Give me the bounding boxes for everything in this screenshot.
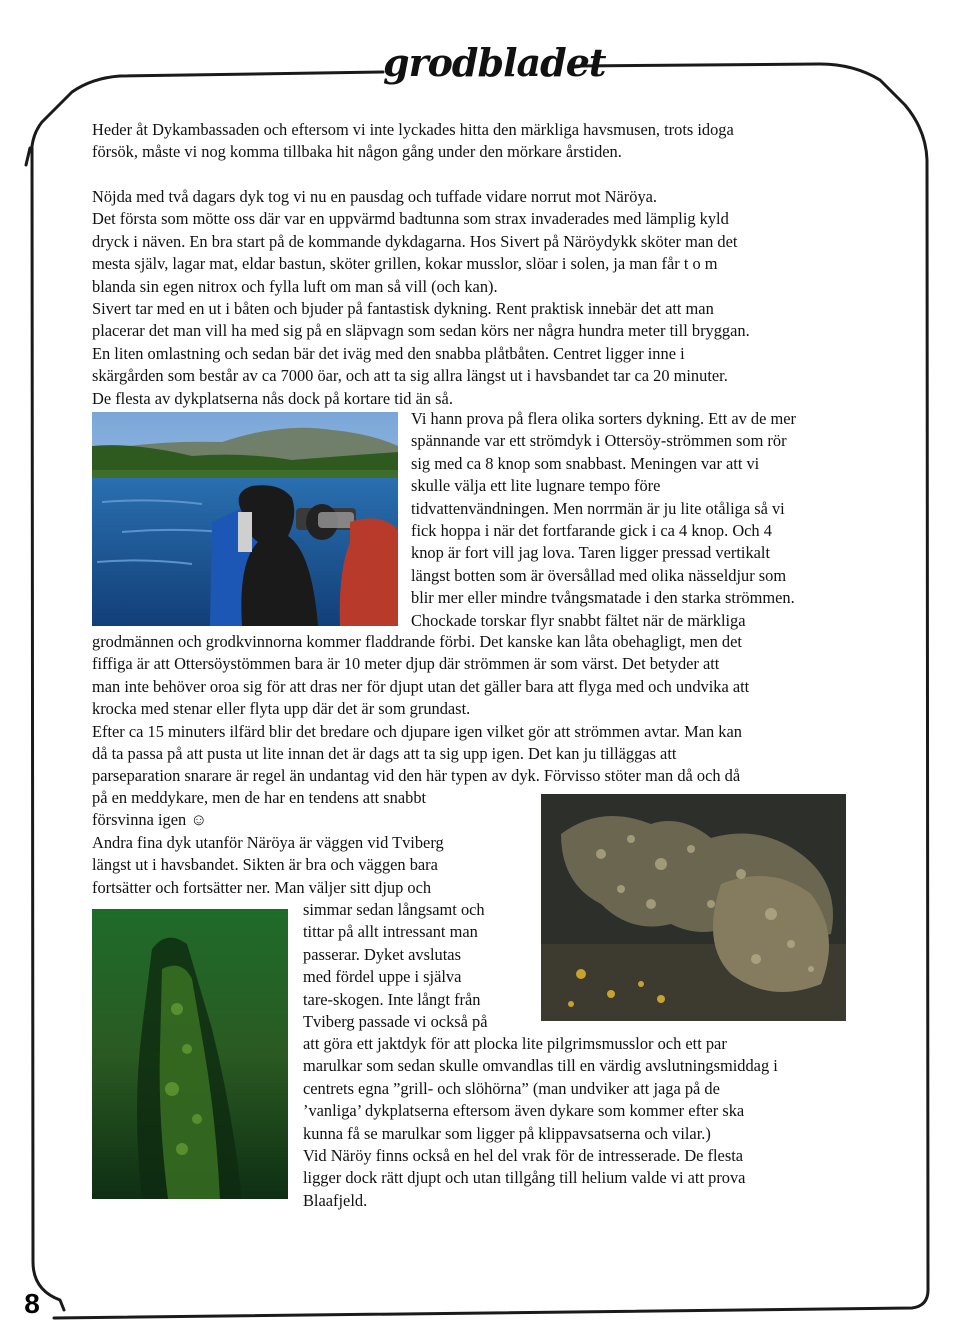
text-line: Efter ca 15 minuters ilfärd blir det bredare och djupare igen vilket gör att strömmen avtar. Man kan (92, 721, 742, 741)
text-line: Nöjda med två dagars dyk tog vi nu en pausdag och tuffade vidare norrut mot Näröya. (92, 187, 658, 206)
text-line: Sivert tar med en ut i båten och bjuder på fantastisk dykning. Rent praktisk innebär det att man (92, 299, 714, 319)
anglerfish-photo (541, 794, 846, 1021)
text-line: tittar på allt intressant man (303, 922, 478, 942)
text-line: blir mer eller mindre tvångsmatade i den starka strömmen. (411, 588, 795, 608)
text-line: skulle välja ett lite lugnare tempo före (411, 476, 661, 496)
text-line: fick hoppa i när det fortfarande gick i ca 4 knop. Och 4 (411, 521, 772, 541)
text-line: passerar. Dyket avslutas (303, 944, 461, 964)
text-line: krocka med stenar eller flyta upp där det är som grundast. (92, 699, 471, 719)
text-line: längst ut i havsbandet. Sikten är bra och väggen bara (92, 855, 438, 875)
text-line: centrets egna ”grill- och slöhörna” (man undviker att jaga på de (303, 1078, 720, 1098)
text-line: De flesta av dykplatserna nås dock på kortare tid än så. (92, 388, 453, 408)
paragraph-jaktdyk (303, 1033, 778, 1212)
text-line: fiffiga är att Ottersöystömmen bara är 10 meter djup där strömmen är som värst. Det betyder att (92, 654, 720, 674)
text-line: marulkar som sedan skulle omvandlas till en värdig avslutningsmiddag i (303, 1056, 778, 1076)
text-line: ligger dock rätt djupt och utan tillgång till helium valde vi att prova (303, 1168, 746, 1188)
text-line: Chockade torskar flyr snabbt fältet när de märkliga (411, 610, 746, 630)
text-line: med fördel uppe i själva (303, 967, 462, 987)
text-line: kunna få se marulkar som ligger på klippavsatserna och vilar.) (303, 1123, 711, 1143)
paragraph-naroya (92, 186, 750, 410)
text-line: ’vanliga’ dykplatserna eftersom även dykare som kommer efter ska (303, 1101, 745, 1121)
paragraph-ottersoy (92, 631, 749, 788)
text-line: försök, måste vi nog komma tillbaka hit någon gång under den mörkare årstiden. (92, 142, 622, 162)
text-line: Heder åt Dykambassaden och eftersom vi inte lyckades hitta den märkliga havsmusen, trots idoga (92, 120, 734, 139)
text-line: längst botten som är översållad med olika nässeldjur som (411, 565, 787, 585)
text-line: Det första som mötte oss där var en uppvärmd badtunna som strax invaderades med lämplig kyld (92, 209, 729, 229)
text-line: fortsätter och fortsätter ner. Man väljer sitt djup och (92, 877, 432, 897)
text-line: knop är fort vill jag lova. Taren ligger pressad vertikalt (411, 543, 771, 563)
text-line: Tviberg passade vi också på (303, 1012, 488, 1032)
text-line: placerar det man vill ha med sig på en släpvagn som sedan körs ner några hundra meter till bryggan. (92, 321, 750, 341)
text-line: simmar sedan långsamt och (303, 900, 485, 919)
paragraph-tareskog (303, 899, 488, 1033)
text-line: försvinna igen ☺ (92, 810, 208, 830)
page-number: 8 (24, 1288, 40, 1319)
text-line: tidvattenvändningen. Men norrmän är ju lite otåliga så vi (411, 498, 785, 518)
text-line: tare-skogen. Inte långt från (303, 989, 481, 1009)
text-line: Blaafjeld. (303, 1190, 368, 1210)
text-line: spännande var ett strömdyk i Ottersöy-strömmen som rör (411, 431, 787, 451)
text-line: mesta själv, lagar mat, eldar bastun, sköter grillen, kokar musslor, slöar i solen, ja man får t o m (92, 254, 718, 274)
text-line: Vid Näröy finns också en hel del vrak för de intresserade. De flesta (303, 1146, 744, 1166)
text-line: Andra fina dyk utanför Näröya är väggen vid Tviberg (92, 832, 444, 852)
text-line: man inte behöver oroa sig för att dras ner för djupt utan det gäller bara att flyga med och undvika att (92, 676, 750, 696)
text-line: parseparation snarare är regel än undantag vid den här typen av dyk. Förvisso stöter man då och då (92, 766, 741, 786)
text-line: skärgården som består av ca 7000 öar, och att ta sig allra längst ut i havsbandet tar ca 20 minuter. (92, 366, 728, 386)
paragraph-stromdyk (411, 408, 796, 632)
paragraph-intro (92, 119, 734, 164)
masthead-logo: grodbladet (383, 40, 606, 85)
text-line: dryck i näven. En bra start på de kommande dykdagarna. Hos Sivert på Näröydykk sköter man det (92, 231, 738, 251)
text-line: sig med ca 8 knop som snabbast. Meningen var att vi (411, 453, 760, 473)
text-line: på en meddykare, men de har en tendens att snabbt (92, 788, 427, 807)
text-line: att göra ett jaktdyk för att plocka lite pilgrimsmusslor och ett par (303, 1034, 727, 1053)
text-line: Vi hann prova på flera olika sorters dykning. Ett av de mer (411, 409, 796, 428)
diver-river-photo (92, 412, 398, 626)
text-line: då ta passa på att pusta ut lite innan det är dags att ta sig upp igen. Det kan ju tilläggas att (92, 744, 677, 764)
wreck-photo (92, 909, 288, 1199)
text-line: blanda sin egen nitrox och fylla luft om man så vill (och kan). (92, 276, 498, 296)
paragraph-tviberg (92, 787, 444, 899)
text-line: grodmännen och grodkvinnorna kommer fladdrande förbi. Det kanske kan låta obehagligt, men det (92, 632, 742, 651)
text-line: En liten omlastning och sedan bär det iväg med den snabba plåtbåten. Centret ligger inne i (92, 343, 685, 363)
